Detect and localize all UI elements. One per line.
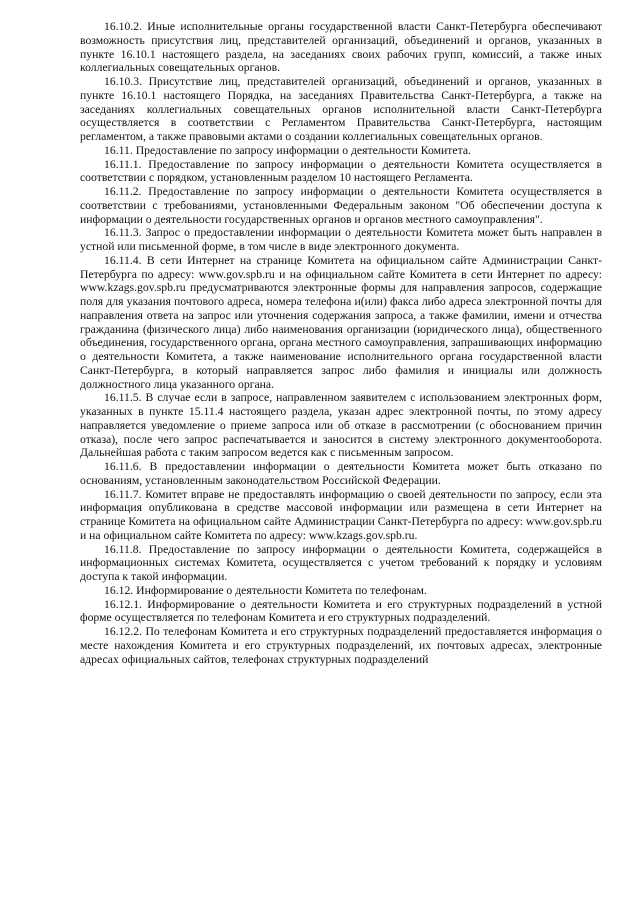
section-heading-16-11: 16.11. Предоставление по запросу информации о деятельности Комитета. bbox=[104, 143, 471, 157]
paragraph-16-11-4: 16.11.4. В сети Интернет на странице Комитета на официальном сайте Администрации Санкт-Петербурга по адресу: www.gov.spb.ru и на официальном сайте Комитета в сети Интернет по адресу: www.kzags.gov.spb.ru предусматриваются электронные формы для направления запросов, содержащие поля для указания почтового адреса, номера телефона и(или) факса либо адреса электронной почты для направления ответа на запрос или уточнения содержания запроса, а также фамилии, имени и отчества гражданина (физического лица) либо наименования организации (юридического лица), общественного объединения, государственного органа, органа местного самоуправления, запрашивающих информацию о деятельности Комитета, а также наименование исполнительного органа государственной власти Санкт-Петербурга, в который направляется запрос либо фамилия и инициалы или должность должностного лица указанного органа. bbox=[80, 253, 602, 391]
paragraph-16-12-2: 16.12.2. По телефонам Комитета и его структурных подразделений предоставляется информация о месте нахождения Комитета и его структурных подразделений, их почтовых адресах, электронные адресах официальных сайтов, телефонах структурных подразделений bbox=[80, 625, 602, 666]
paragraph-16-11-8: 16.11.8. Предоставление по запросу информации о деятельности Комитета, содержащейся в информационных системах Комитета, осуществляется с учетом требований к порядку и условиям доступа к такой информации. bbox=[80, 542, 602, 583]
paragraph-16-10-3: 16.10.3. Присутствие лиц, представителей организаций, объединений и органов, указанных в пункте 16.10.1 настоящего Порядка, на заседаниях Правительства Санкт-Петербурга, а также на заседаниях коллегиальных совещательных органов исполнительной власти Санкт-Петербурга осуществляется в соответствии с Регламентом Правительства Санкт-Петербурга, настоящим регламентом, а также правовыми актами о создании коллегиальных совещательных органов. bbox=[80, 75, 602, 143]
paragraph-16-12-1: 16.12.1. Информирование о деятельности Комитета и его структурных подразделений в устной форме осуществляется по телефонам Комитета и его структурных подразделений. bbox=[80, 597, 602, 625]
paragraph-16-11-2: 16.11.2. Предоставление по запросу информации о деятельности Комитета осуществляется в соответствии с требованиями, установленными Федеральным законом "Об обеспечении доступа к информации о деятельности государственных органов и органов местного самоуправления". bbox=[80, 185, 602, 226]
paragraph-16-11-3: 16.11.3. Запрос о предоставлении информации о деятельности Комитета может быть направлен в устной или письменной форме, в том числе в виде электронного документа. bbox=[80, 226, 602, 253]
paragraph-16-11-7: 16.11.7. Комитет вправе не предоставлять информацию о своей деятельности по запросу, если эта информация опубликована в средстве массовой информации или размещена в сети Интернет на странице Комитета на официальном сайте Администрации Санкт-Петербурга по адресу: www.gov.spb.ru и на официальном сайте Комитета по адресу: www.kzags.gov.spb.ru. bbox=[80, 487, 602, 542]
paragraph-16-11-6: 16.11.6. В предоставлении информации о деятельности Комитета может быть отказано по основаниям, установленным законодательством Российской Федерации. bbox=[80, 460, 602, 487]
paragraph-16-11-5: 16.11.5. В случае если в запросе, направленном заявителем с использованием электронных форм, указанных в пункте 15.11.4 настоящего раздела, указан адрес электронной почты, по этому адресу направляется уведомление о приеме запроса или об отказе в рассмотрении (с обоснованием причин отказа), после чего запрос распечатывается и заносится в систему электронного документооборота. Дальнейшая работа с таким запросом ведется как с письменным запросом. bbox=[80, 391, 602, 460]
section-heading-16-12: 16.12. Информирование о деятельности Комитета по телефонам. bbox=[104, 583, 427, 597]
paragraph-16-10-2: 16.10.2. Иные исполнительные органы государственной власти Санкт-Петербурга обеспечивают возможность присутствия лиц, представителей организаций, объединений и органов, указанных в пункте 16.10.1 настоящего раздела, на заседаниях своих рабочих групп, комиссий, а также иных коллегиальных совещательных органов. bbox=[80, 20, 602, 75]
paragraph-16-11-1: 16.11.1. Предоставление по запросу информации о деятельности Комитета осуществляется в соответствии с порядком, установленным разделом 10 настоящего Регламента. bbox=[80, 157, 602, 185]
